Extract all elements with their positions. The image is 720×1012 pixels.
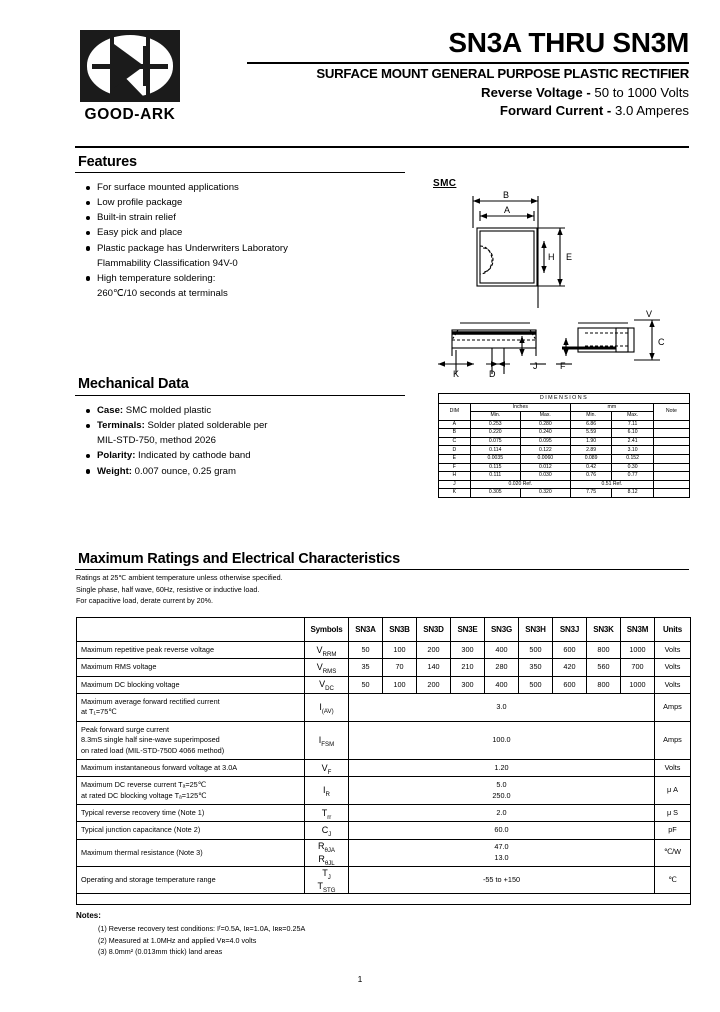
dim-mm-max: 6.10 [612,429,653,438]
dim-in-max: 0.030 [520,472,570,481]
col-in-max: Max. [520,412,570,421]
parameter-value: 600 [553,676,587,693]
table-row [77,866,691,893]
dim-in-max: 0.240 [520,429,570,438]
parameter-symbol: $T_J$ $T_{STG}$ [305,866,349,893]
dim-letter-d: D [489,369,496,378]
col-in-min: Min. [470,412,520,421]
parameter-value: 1.20 [349,759,655,776]
parameter-value: 140 [417,659,451,676]
parameter-symbol: $V_F$ [305,759,349,776]
parameter-value: 47.0 13.0 [349,839,655,866]
parameter-value: 100.0 [349,721,655,759]
parameter-value: 100 [383,642,417,659]
dim-in-min: 0.115 [470,463,520,472]
dim-mm-min: 2.89 [570,446,611,455]
table-row [439,420,690,429]
dim-letter: B [439,429,471,438]
dim-mm-max: 3.10 [612,446,653,455]
package-drawing-svg [430,178,692,378]
item-text: SMC molded plastic [123,405,212,416]
item-text: Solder plated solderable per [144,420,268,432]
parameter-value: 50 [349,676,383,693]
parameter-value: 70 [383,659,417,676]
logo-mark [80,30,180,102]
parameter-units: Volts [655,676,691,693]
parameter-units: pF [655,822,691,839]
dim-in-min: 0.075 [470,437,520,446]
table-row [77,839,691,866]
parameter-symbol: $T_{rr}$ [305,804,349,821]
header-divider [247,62,689,64]
dim-in-min: 0.305 [470,489,520,498]
dim-in-max: 0.122 [520,446,570,455]
list-item-continuation: Flammability Classification 94V-0 [97,257,238,269]
parameter-units: μ S [655,804,691,821]
notes-heading: Notes: [76,911,101,920]
dim-letter-f: F [560,361,566,371]
package-type-label: SMC [433,178,457,189]
page-header [75,28,689,148]
parameter-description: Typical reverse recovery time (Note 1) [77,804,305,821]
preamble-line: Single phase, half wave, 60Hz, resistive or inductive load. [76,584,260,594]
parameter-value: 300 [451,676,485,693]
dim-inches-span: 0.020 Ref. [470,480,570,489]
list-item: Built-in strain relief [84,210,414,225]
parameter-value: 280 [485,659,519,676]
list-item: High temperature soldering: [84,271,414,286]
features-list [84,180,414,301]
parameter-value: 100 [383,676,417,693]
preamble-line: Ratings at 25℃ ambient temperature unless otherwise specified. [76,573,283,582]
product-description: SURFACE MOUNT GENERAL PURPOSE PLASTIC RECTIFIER [316,66,689,82]
company-logo [75,30,185,124]
parameter-value: -55 to +150 [349,866,655,893]
col-mm-min: Min. [570,412,611,421]
parameter-value: 400 [485,676,519,693]
parameter-symbol: $R_{\theta JA}$ $R_{\theta JL}$ [305,839,349,866]
dim-letter: J [439,480,471,489]
parameter-value: 700 [621,659,655,676]
list-item [84,418,414,433]
parameter-description: Maximum DC blocking voltage [77,676,305,693]
table-row [439,429,690,438]
dim-in-min: 0.114 [470,446,520,455]
parameter-value: 1000 [621,642,655,659]
dim-note [653,463,689,472]
dim-note [653,446,689,455]
ratings-heading: Maximum Ratings and Electrical Characteristics [78,551,401,567]
column-header: Symbols [305,618,349,642]
item-label: Weight: [97,465,132,477]
dim-letter-a: A [504,205,511,215]
dim-mm-max: 8.12 [612,489,653,498]
parameter-units: Volts [655,759,691,776]
dim-mm-min: 1.90 [570,437,611,446]
parameter-description: Typical junction capacitance (Note 2) [77,822,305,839]
parameter-value: 35 [349,659,383,676]
dim-note [653,420,689,429]
parameter-value: 500 [519,642,553,659]
column-header: SN3B [383,618,417,642]
dim-in-max: 0.0060 [520,454,570,463]
dim-letter: H [439,472,471,481]
table-row [77,694,691,722]
parameter-symbol: $V_{RRM}$ [305,642,349,659]
column-header: SN3J [553,618,587,642]
table-row [439,412,690,421]
dim-in-max: 0.320 [520,489,570,498]
list-item: Low profile package [84,195,414,210]
column-header: SN3G [485,618,519,642]
list-item: For surface mounted applications [84,180,414,195]
column-header: SN3A [349,618,383,642]
parameter-value: 500 [519,676,553,693]
table-row [439,446,690,455]
column-header: SN3M [621,618,655,642]
parameter-value: 5.0 250.0 [349,777,655,805]
item-label: Terminals: [97,420,145,432]
parameter-value: 560 [587,659,621,676]
parameter-description: Maximum thermal resistance (Note 3) [77,839,305,866]
dim-mm-min: 0.42 [570,463,611,472]
table-row [77,777,691,805]
parameter-description: Maximum average forward rectified current at T₁=75℃ [77,694,305,722]
note-item: (2) Measured at 1.0MHz and applied Vʀ=4.0 volts [98,935,257,945]
dim-note [653,489,689,498]
dim-in-min: 0.220 [470,429,520,438]
features-rule [75,172,405,173]
parameter-units: μ A [655,777,691,805]
dim-note [653,454,689,463]
part-number-title: SN3A THRU SN3M [448,27,689,58]
table-row [77,676,691,693]
parameter-description: Peak forward surge current 8.3mS single half sine-wave superimposed on rated load (MIL-STD-750D 4066 method) [77,721,305,759]
list-item [84,448,414,463]
dim-in-min: 0.111 [470,472,520,481]
parameter-units: Volts [655,659,691,676]
note-item: (3) 8.0mm² (0.013mm thick) land areas [98,947,223,957]
dim-mm-max: 0.152 [612,454,653,463]
table-row [439,403,690,412]
dim-note [653,480,689,489]
header-blank [77,618,305,642]
parameter-description: Maximum instantaneous forward voltage at 3.0A [77,759,305,776]
parameter-units: ℃/W [655,839,691,866]
column-header: SN3K [587,618,621,642]
parameter-units: Amps [655,721,691,759]
column-header: SN3D [417,618,451,642]
dim-note [653,472,689,481]
header-titles [247,28,689,120]
column-header: Units [655,618,691,642]
item-label: Polarity: [97,450,136,462]
page-number: 1 [357,974,363,984]
table-row [439,463,690,472]
mechanical-list [84,403,414,479]
table-row [439,489,690,498]
dim-letter-h: H [548,252,555,262]
dim-letter-e: E [566,252,573,262]
dim-letter-c: C [658,337,665,347]
dim-letter: A [439,420,471,429]
list-item: Easy pick and place [84,225,414,240]
forward-current-label: Forward Current - [499,103,612,119]
company-name: GOOD-ARK [84,106,176,123]
list-item-continuation: 260℃/10 seconds at terminals [97,288,228,300]
parameter-value: 2.0 [349,804,655,821]
parameter-value: 600 [553,642,587,659]
notes-section [76,910,305,958]
dim-letter-top: V [646,309,653,319]
header-bottom-rule [75,146,689,148]
parameter-units: ℃ [655,866,691,893]
parameter-units: Amps [655,694,691,722]
ratings-table [76,617,691,894]
reverse-voltage-line [247,84,689,102]
list-item: Plastic package has Underwriters Laboratory [84,241,414,256]
dim-letter: F [439,463,471,472]
reverse-voltage-value: 50 to 1000 Volts [590,84,689,100]
dim-mm-min: 0.76 [570,472,611,481]
parameter-description: Maximum RMS voltage [77,659,305,676]
parameter-value: 800 [587,642,621,659]
col-note: Note [653,403,689,420]
table-row [439,454,690,463]
parameter-value: 210 [451,659,485,676]
dim-mm-max: 7.11 [612,420,653,429]
parameter-value: 350 [519,659,553,676]
item-text: MIL-STD-750, method 2026 [97,435,216,447]
dim-note [653,429,689,438]
parameter-description: Operating and storage temperature range [77,866,305,893]
parameter-symbol: $I_{FSM}$ [305,721,349,759]
item-text: Indicated by cathode band [135,450,251,462]
list-item-continuation [84,433,414,448]
forward-current-line [247,102,689,120]
features-heading: Features [78,154,137,170]
parameter-value: 200 [417,642,451,659]
item-text: 0.007 ounce, 0.25 gram [132,465,237,477]
col-mm: mm [570,403,653,412]
parameter-symbol: $I_R$ [305,777,349,805]
table-row [439,437,690,446]
list-item [84,403,414,418]
preamble-line: For capacitive load, derate current by 20%. [76,596,214,606]
dim-in-min: 0.253 [470,420,520,429]
dim-mm-min: 7.75 [570,489,611,498]
table-header-row [77,618,691,642]
dim-note [653,437,689,446]
table-row [439,472,690,481]
dimensions-title: DIMENSIONS [439,394,690,404]
ratings-rule [75,569,689,570]
dim-in-max: 0.280 [520,420,570,429]
dim-letter: D [439,446,471,455]
dim-letter-k: K [453,369,460,378]
dim-in-max: 0.095 [520,437,570,446]
forward-current-value: 3.0 Amperes [611,103,689,119]
col-dim: DIM [439,403,471,420]
parameter-value: 420 [553,659,587,676]
parameter-value: 400 [485,642,519,659]
parameter-description: Maximum DC reverse current Tₐ=25℃ at rated DC blocking voltage Tₐ=125℃ [77,777,305,805]
parameter-value: 50 [349,642,383,659]
item-label: Case: [97,405,124,416]
table-row [77,721,691,759]
table-row [439,480,690,489]
table-row [77,804,691,821]
parameter-symbol: $V_{DC}$ [305,676,349,693]
dim-mm-min: 6.86 [570,420,611,429]
dim-mm-max: 2.41 [612,437,653,446]
dim-mm-max: 0.30 [612,463,653,472]
parameter-value: 300 [451,642,485,659]
list-item [84,464,414,479]
column-header: SN3E [451,618,485,642]
dim-letter: C [439,437,471,446]
dim-mm-max: 0.77 [612,472,653,481]
package-outline-drawing [430,178,692,378]
ratings-preamble [76,572,283,607]
parameter-symbol: $I_{(AV)}$ [305,694,349,722]
parameter-value: 200 [417,676,451,693]
dimensions-table [438,393,690,498]
table-row [77,759,691,776]
dim-mm-min: 5.59 [570,429,611,438]
table-row [77,822,691,839]
mechanical-rule [75,395,405,396]
column-header: SN3H [519,618,553,642]
parameter-value: 3.0 [349,694,655,722]
table-row [439,394,690,404]
col-inches: Inches [470,403,570,412]
dim-in-max: 0.012 [520,463,570,472]
parameter-description: Maximum repetitive peak reverse voltage [77,642,305,659]
dim-mm-min: 0.089 [570,454,611,463]
parameter-symbol: $V_{RMS}$ [305,659,349,676]
parameter-value: 1000 [621,676,655,693]
dim-letter: K [439,489,471,498]
reverse-voltage-label: Reverse Voltage - [481,84,591,100]
parameter-symbol: $C_J$ [305,822,349,839]
dim-letter-b: B [503,190,510,200]
parameter-units: Volts [655,642,691,659]
table-row [77,659,691,676]
col-mm-max: Max. [612,412,653,421]
table-row [77,642,691,659]
dim-in-min: 0.0035 [470,454,520,463]
dim-letter-j: J [533,361,538,371]
mechanical-heading: Mechanical Data [78,376,189,392]
note-item: (1) Reverse recovery test conditions: Iᶠ=0.5A, Iʀ=1.0A, Iʀʀ=0.25A [98,923,306,933]
dim-mm-span: 0.51 Ref. [570,480,653,489]
parameter-value: 60.0 [349,822,655,839]
parameter-value: 800 [587,676,621,693]
dim-letter: E [439,454,471,463]
